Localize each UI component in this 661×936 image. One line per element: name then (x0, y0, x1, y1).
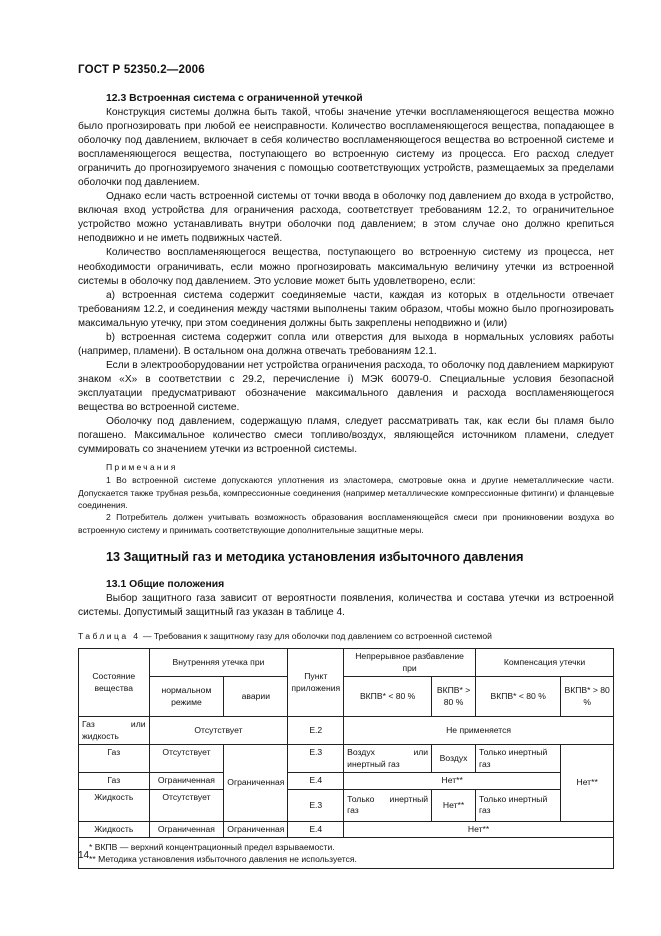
row5-state: Жидкость (79, 821, 150, 838)
row2-compensation: Только инертный газ (476, 745, 561, 773)
header-comp-lel-lt: ВКПВ* < 80 % (476, 677, 561, 717)
header-internal-leak: Внутренняя утечка при (149, 649, 288, 677)
section-13-title: 13 Защитный газ и методика установления избыточного давления (106, 550, 524, 565)
row4-dilution: Только инертный газ (344, 789, 432, 821)
row2-state: Газ (79, 745, 150, 773)
row3-normal: Ограниченная (149, 773, 224, 790)
row1-value: Не применяется (344, 717, 614, 745)
protective-gas-table (78, 648, 614, 869)
header-clause: Пункт приложения (288, 649, 344, 717)
paragraph: Выбор защитного газа зависит от вероятности появления, количества и состава утечки из встроенной системы. Допустимый защитный газ указан в таблице 4. (78, 593, 614, 619)
table-footnote-2: ** Методика установления избыточного давления не используется. (89, 854, 357, 865)
row3-compensation: Нет** (344, 773, 561, 790)
paragraph: Количество воспламеняющегося вещества, поступающего во встроенную систему из процесса, нет необходимости ограничивать, если можно прогнозировать максимальную величину утечки из встроенной системы в оболочку под давлением. Это условие может быть удовлетворено, если: (78, 247, 614, 287)
list-item-b: b) встроенная система содержит сопла или отверстия для выхода в нормальных условиях работы (например, пламени). В остальном она должна отвечать требованиям 12.1. (78, 331, 614, 357)
row3-state: Газ (79, 773, 150, 790)
header-dil-lel-gt: ВКПВ* > 80 % (432, 677, 476, 717)
row4-clause: Е.3 (288, 789, 344, 821)
row5-value: Нет** (344, 821, 614, 838)
list-item-a: a) встроенная система содержит соединяемые части, каждая из которых в отдельности отвечает требованиям 12.2, и соединения между частями выполнены таким образом, чтобы можно было прогнозировать максимальную утечку, при этом соединения должны быть закреплены неподвижно и (или) (78, 289, 614, 329)
header-compensation: Компенсация утечки (476, 649, 614, 677)
document-body (78, 92, 614, 869)
row2-normal: Отсутствует (149, 745, 224, 773)
note-2: 2 Потребитель должен учитывать возможность образования воспламеняющейся смеси при проникновении воздуха во встроенную систему и принимать соответствующие дополнительные защитные меры. (78, 512, 614, 535)
paragraph: Конструкция системы должна быть такой, чтобы значение утечки воспламеняющегося вещества можно было прогнозировать при любой ее неисправности. Количество воспламеняющегося вещества, попадающее в оболочку под давлением, включает в себя количество воспламеняющегося вещества во встроенной системе и воспламеняющегося вещества, поступающего во встроенную систему из процесса. Его расход следует ограничить до прогнозируемого значения с помощью соответствующих устройств, размещаемых за пределами оболочки под давлением. (78, 107, 614, 189)
paragraph: Однако если часть встроенной системы от точки ввода в оболочку под давлением до входа в устройство, включая вход устройства для ограничения расхода, соответствует требованиям 12.2, то ограничительное устройство можно устанавливать внутри оболочки под давлением; в этом случае оно должно крепиться неподвижно и не иметь подвижных частей. (78, 191, 614, 245)
row3-clause: Е.4 (288, 773, 344, 790)
header-comp-lel-gt: ВКПВ* > 80 % (561, 677, 614, 717)
row1-leak: Отсутствует (149, 717, 288, 745)
section-12-3-title: 12.3 Встроенная система с ограниченной утечкой (106, 93, 363, 104)
table-footnotes (79, 838, 614, 869)
row5-fault: Ограниченная (224, 821, 288, 838)
header-normal: нормальном режиме (149, 677, 224, 717)
header-dil-lel-lt: ВКПВ* < 80 % (344, 677, 432, 717)
row2-clause: Е.3 (288, 745, 344, 773)
fault-limited: Ограниченная (224, 745, 288, 822)
row1-clause: Е.2 (288, 717, 344, 745)
row4-state: Жидкость (79, 789, 150, 821)
row4-normal: Отсутствует (149, 789, 224, 821)
header-dilution: Непрерывное разбавление при (344, 649, 476, 677)
document-header: ГОСТ Р 52350.2—2006 (78, 64, 205, 76)
row5-normal: Ограниченная (149, 821, 224, 838)
header-state: Состояние вещества (79, 649, 150, 717)
table-caption-text: — Требования к защитному газу для оболочки под давлением со встроенной системой (140, 631, 492, 642)
row1-state: Газ или жидкость (79, 717, 150, 745)
header-fault: аварии (224, 677, 288, 717)
paragraph: Оболочку под давлением, содержащую пламя, следует рассматривать так, как если бы пламя было погашено. Максимальное количество смеси топливо/воздух, являющейся источником пламени, следует суммировать со значением утечки из встроенной системы. (78, 416, 614, 456)
page-number: 14 (78, 850, 90, 861)
compensation-right: Нет** (561, 745, 614, 822)
note-1: 1 Во встроенной системе допускаются уплотнения из эластомера, смотровые окна и другие неметаллические части. Допускается также трубная резьба, компрессионные соединения (например металлические компрессионные фитинги) и фланцевые соединения. (78, 475, 614, 510)
table-caption (78, 630, 614, 642)
row4-compensation: Только инертный газ (476, 789, 561, 821)
row2-air: Воздух (432, 745, 476, 773)
table-caption-label: Таблица 4 (78, 631, 141, 642)
table-footnote-1: * ВКПВ — верхний концентрационный предел взрываемости. (89, 842, 335, 853)
row4-dilution-gt: Нет** (432, 789, 476, 821)
paragraph: Если в электрооборудовании нет устройства ограничения расхода, то оболочку под давлением маркируют знаком «X» в соответствии с 29.2, перечисление i) МЭК 60079-0. Специальные условия безопасной эксплуатации предусматривают обозначение максимального давления и расхода воспламеняющегося вещества во встроенной системе. (78, 359, 614, 413)
row2-dilution: Воздух или инертный газ (344, 745, 432, 773)
section-13-1-title: 13.1 Общие положения (106, 579, 225, 591)
row5-clause: Е.4 (288, 821, 344, 838)
notes-title: Примечания (106, 462, 178, 473)
